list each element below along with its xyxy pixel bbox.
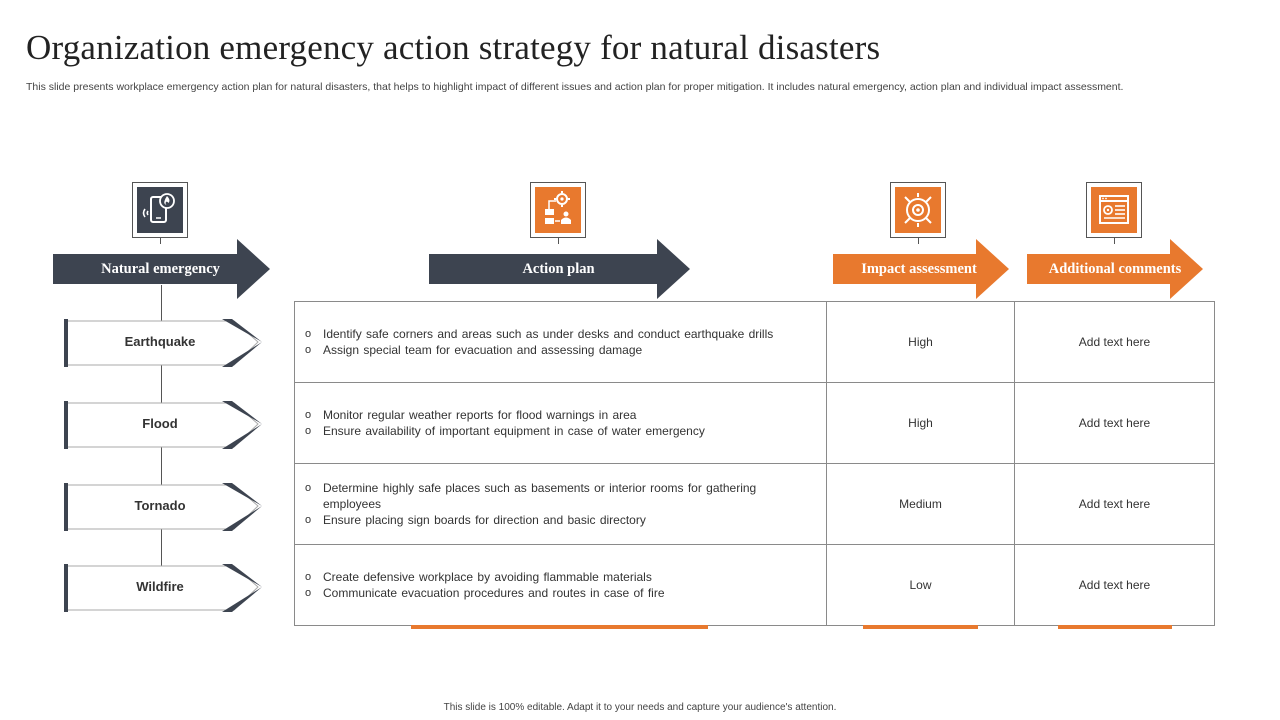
impact-cell: High — [827, 383, 1015, 464]
impact-cell: High — [827, 302, 1015, 383]
table-row — [295, 464, 1215, 545]
header-additional-comments-label: Additional comments — [1048, 261, 1182, 277]
table-row — [295, 302, 1215, 383]
list-item: o Ensure availability of important equipment in case of water emergency — [305, 423, 808, 439]
footer-note: This slide is 100% editable. Adapt it to your needs and capture your audience's attention. — [443, 702, 837, 713]
page-title: Organization emergency action strategy for natural disasters — [26, 28, 881, 67]
list-item: o Monitor regular weather reports for flood warnings in area — [305, 407, 808, 423]
list-item: o Assign special team for evacuation and assessing damage — [305, 342, 808, 358]
impact-cell: Low — [827, 545, 1015, 626]
category-label: Wildfire — [136, 579, 184, 594]
comment-cell[interactable]: Add text here — [1015, 464, 1215, 545]
browser-document-icon — [1086, 182, 1142, 238]
list-item: o Ensure placing sign boards for direction and basic directory — [305, 512, 808, 528]
header-additional-comments — [1027, 239, 1203, 299]
category-label: Earthquake — [124, 334, 196, 349]
list-item: o Identify safe corners and areas such as under desks and conduct earthquake drills — [305, 326, 808, 342]
category-label: Tornado — [134, 498, 186, 513]
action-plan-cell — [295, 464, 827, 545]
category-flood — [64, 401, 264, 449]
category-wildfire — [64, 564, 264, 612]
comment-cell[interactable]: Add text here — [1015, 302, 1215, 383]
header-action-plan — [429, 239, 690, 299]
action-plan-cell — [295, 545, 827, 626]
accent-bar-comments — [1058, 625, 1172, 629]
accent-bar-action — [411, 625, 708, 629]
target-gear-icon — [890, 182, 946, 238]
page-subtitle: This slide presents workplace emergency action plan for natural disasters, that helps to highlight impact of different issues and action plan for proper mitigation. It includes natural emergency, action plan and individual impact assessment. — [26, 81, 1124, 93]
header-action-plan-label: Action plan — [522, 261, 595, 277]
action-table — [294, 301, 1215, 626]
mobile-fire-alert-icon — [132, 182, 188, 238]
header-natural-emergency-label: Natural emergency — [101, 261, 220, 277]
header-impact-assessment-label: Impact assessment — [861, 261, 977, 277]
impact-cell: Medium — [827, 464, 1015, 545]
list-item: o Create defensive workplace by avoiding flammable materials — [305, 569, 808, 585]
category-earthquake — [64, 319, 264, 367]
table-row — [295, 545, 1215, 626]
category-tornado — [64, 483, 264, 531]
action-plan-cell — [295, 383, 827, 464]
header-impact-assessment — [833, 239, 1009, 299]
action-plan-cell — [295, 302, 827, 383]
category-label: Flood — [142, 416, 178, 431]
comment-cell[interactable]: Add text here — [1015, 545, 1215, 626]
table-row — [295, 383, 1215, 464]
list-item: o Communicate evacuation procedures and routes in case of fire — [305, 585, 808, 601]
accent-bar-impact — [863, 625, 978, 629]
flowchart-gear-icon — [530, 182, 586, 238]
list-item: o Determine highly safe places such as basements or interior rooms for gathering employees — [305, 480, 808, 512]
comment-cell[interactable]: Add text here — [1015, 383, 1215, 464]
